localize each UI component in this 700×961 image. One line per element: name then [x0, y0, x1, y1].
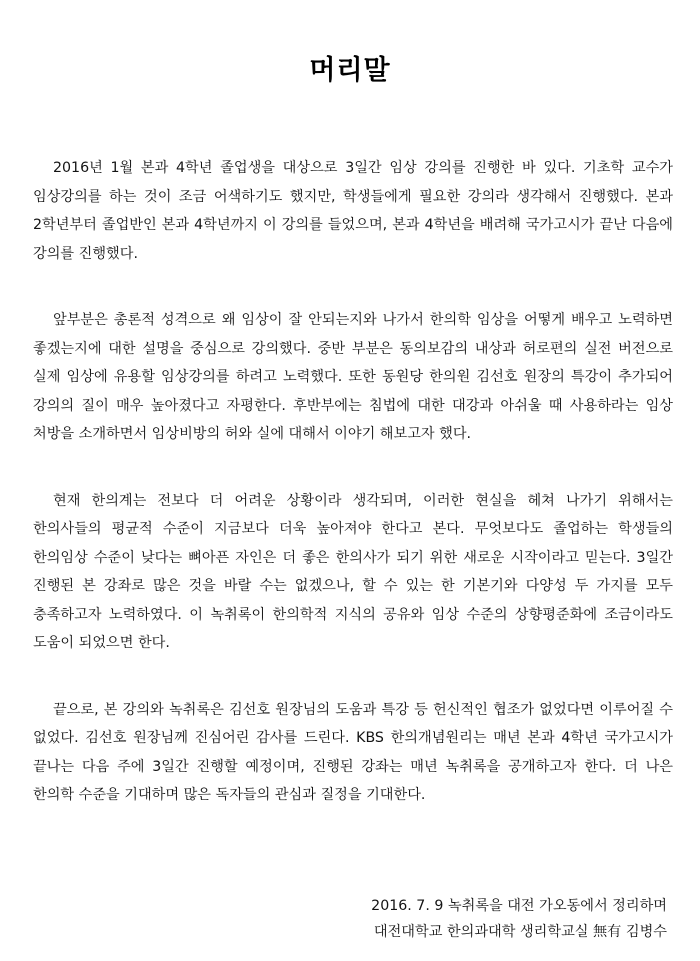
page-title: 머리말 — [309, 55, 391, 87]
signature-block — [371, 893, 667, 945]
paragraph-3: 현재 한의계는 전보다 더 어려운 상황이라 생각되며, 이러한 현실을 헤쳐 나가기 위해서는 한의사들의 평균적 수준이 지금보다 더욱 높아져야 한다고 본다. 무엇보다도 졸업하는 학생들의 한의임상 수준이 낮다는 뼈아픈 자인은 더 좋은 한의사가 되기 위한 새로운 시작이라고 믿는다. 3일간 진행된 본 강좌로 많은 것을 바랄 수는 없겠으나, 할 수 있는 한 기본기와 다양성 두 가지를 모두 충족하고자 노력하였다. 이 녹취록이 한의학적 지식의 공유와 임상 수준의 상향평준화에 조금이라도 도움이 되었으면 한다. — [33, 492, 673, 651]
paragraph-4: 끝으로, 본 강의와 녹취록은 김선호 원장님의 도움과 특강 등 헌신적인 협조가 없었다면 이루어질 수 없었다. 김선호 원장님께 진심어린 감사를 드린다. KBS 한의개념원리는 매년 본과 4학년 국가고시가 끝나는 다음 주에 3일간 진행할 예정이며, 진행된 강좌는 매년 녹취록을 공개하고자 한다. 더 나은 한의학 수준을 기대하며 많은 독자들의 관심과 질정을 기대한다. — [33, 701, 673, 803]
paragraph-2: 앞부분은 총론적 성격으로 왜 임상이 잘 안되는지와 나가서 한의학 임상을 어떻게 배우고 노력하면 좋겠는지에 대한 설명을 중심으로 강의했다. 중반 부분은 동의보감의 내상과 허로편의 실전 버전으로 실제 임상에 유용할 임상강의를 하려고 노력했다. 또한 동원당 한의원 김선호 원장의 특강이 추가되어 강의의 질이 매우 높아졌다고 자평한다. 후반부에는 침법에 대한 대강과 아쉬울 때 사용하라는 임상 처방을 소개하면서 임상비방의 허와 실에 대해서 이야기 해보고자 했다. — [33, 312, 673, 442]
signature-author-line: 대전대학교 한의과대학 생리학교실 無有 김병수 — [373, 924, 667, 940]
paragraph-1: 2016년 1월 본과 4학년 졸업생을 대상으로 3일간 임상 강의를 진행한 바 있다. 기초학 교수가 임상강의를 하는 것이 조금 어색하기도 했지만, 학생들에게 필요한 강의라 생각해서 진행했다. 본과 2학년부터 졸업반인 본과 4학년까지 이 강의를 들었으며, 본과 4학년을 배려해 국가고시가 끝난 다음에 강의를 진행했다. — [33, 160, 673, 262]
signature-date-line: 2016. 7. 9 녹취록을 대전 가오동에서 정리하며 — [371, 898, 667, 914]
body-text — [33, 154, 673, 810]
